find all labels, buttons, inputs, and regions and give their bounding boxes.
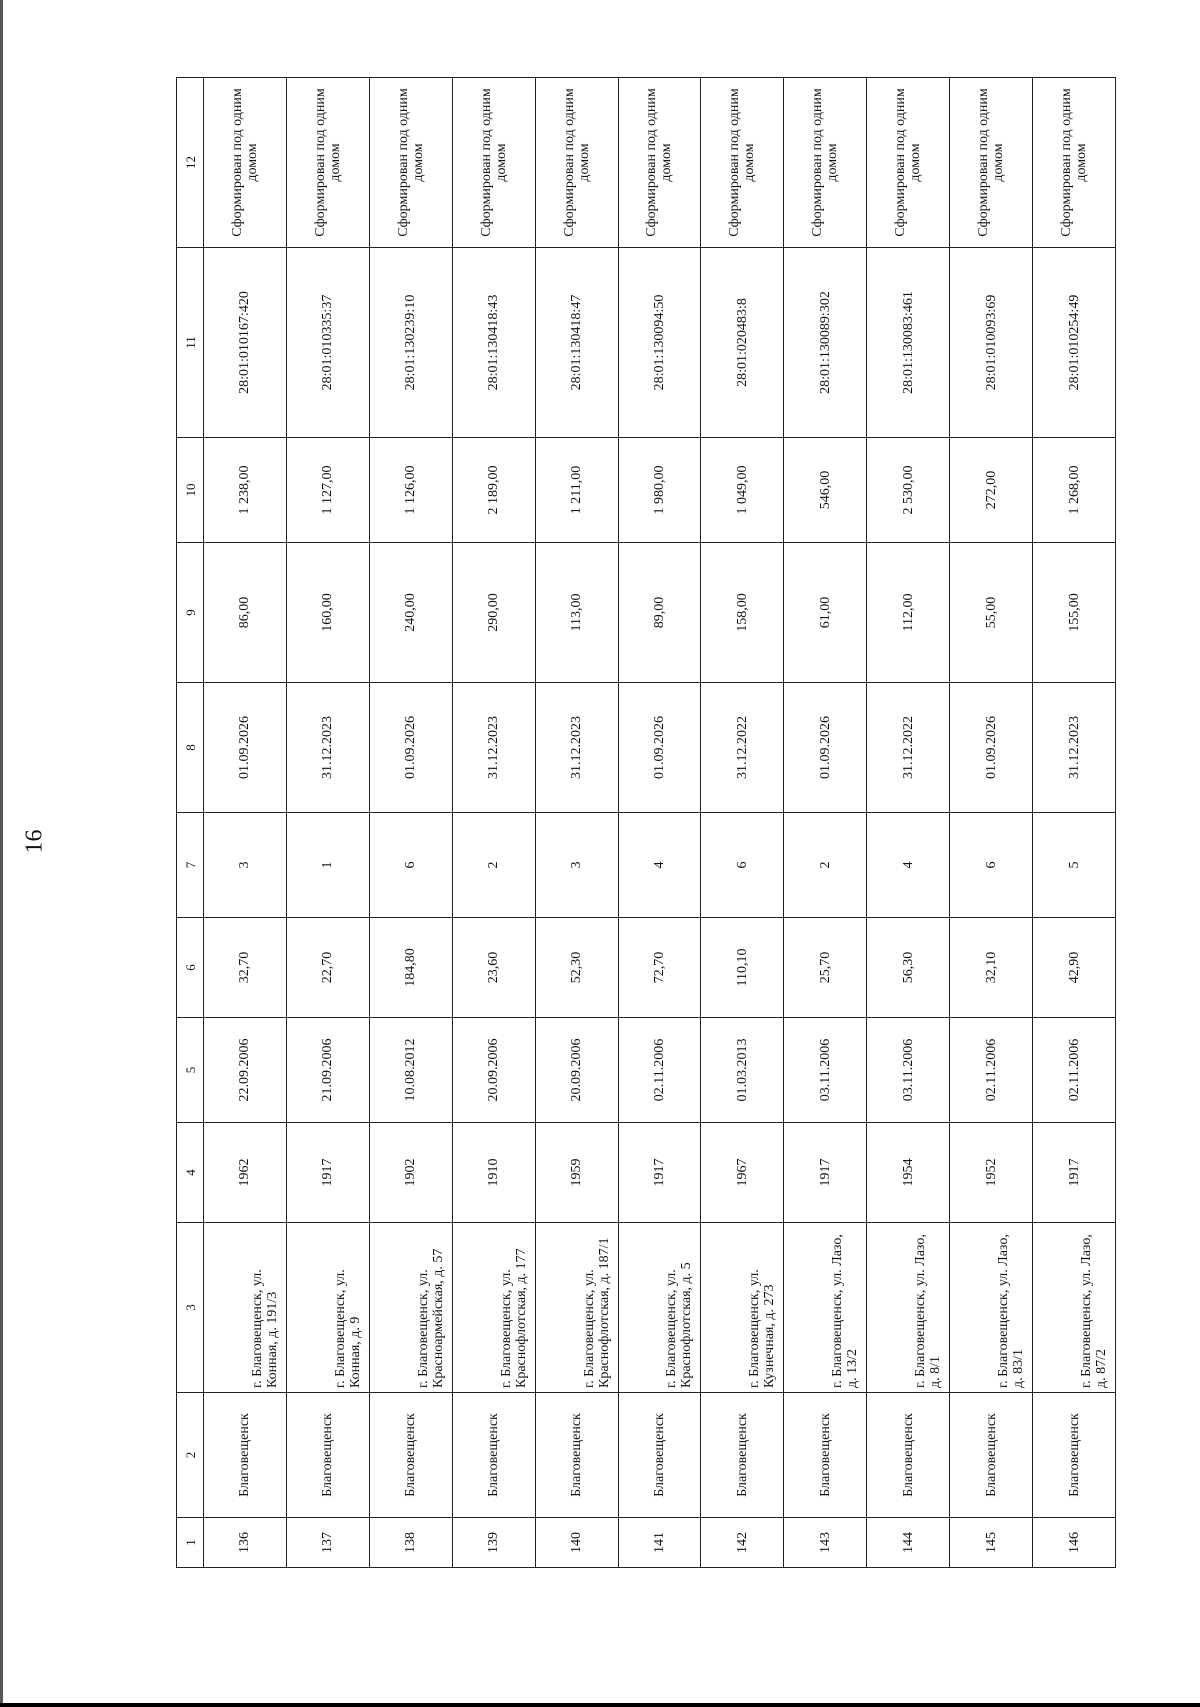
cadastral-number-cell: 28:01:010254:49 bbox=[1033, 248, 1116, 438]
column-9-cell: 89,00 bbox=[618, 543, 701, 683]
registration-date-cell: 21.09.2006 bbox=[286, 1018, 369, 1123]
column-7-cell: 5 bbox=[1033, 813, 1116, 918]
end-date-cell: 01.09.2026 bbox=[950, 683, 1033, 813]
column-10-cell: 1 126,00 bbox=[369, 438, 452, 543]
column-7-cell: 6 bbox=[950, 813, 1033, 918]
end-date-cell: 01.09.2026 bbox=[784, 683, 867, 813]
cadastral-number-cell: 28:01:010093:69 bbox=[950, 248, 1033, 438]
address-cell: г. Благовещенск, ул. Красноармейская, д. 57 bbox=[369, 1223, 452, 1393]
status-cell: Сформирован под одним домом bbox=[535, 78, 618, 248]
area-cell: 52,30 bbox=[535, 918, 618, 1018]
page-number: 16 bbox=[21, 829, 48, 854]
city-cell: Благовещенск bbox=[784, 1393, 867, 1518]
column-10-cell: 1 980,00 bbox=[618, 438, 701, 543]
address-cell: г. Благовещенск, ул. Конная, д. 191/3 bbox=[204, 1223, 287, 1393]
cadastral-number-cell: 28:01:130083:461 bbox=[867, 248, 950, 438]
year-cell: 1967 bbox=[701, 1123, 784, 1223]
city-cell: Благовещенск bbox=[204, 1393, 287, 1518]
year-cell: 1954 bbox=[867, 1123, 950, 1223]
column-9-cell: 113,00 bbox=[535, 543, 618, 683]
end-date-cell: 31.12.2023 bbox=[535, 683, 618, 813]
column-7-cell: 2 bbox=[784, 813, 867, 918]
table-row bbox=[867, 78, 950, 1568]
end-date-cell: 31.12.2023 bbox=[286, 683, 369, 813]
column-number-9: 9 bbox=[177, 543, 204, 683]
table-row bbox=[784, 78, 867, 1568]
cadastral-number-cell: 28:01:130089:302 bbox=[784, 248, 867, 438]
address-cell: г. Благовещенск, ул. Конная, д. 9 bbox=[286, 1223, 369, 1393]
year-cell: 1910 bbox=[452, 1123, 535, 1223]
column-number-1: 1 bbox=[177, 1518, 204, 1568]
column-number-12: 12 bbox=[177, 78, 204, 248]
column-7-cell: 3 bbox=[204, 813, 287, 918]
city-cell: Благовещенск bbox=[286, 1393, 369, 1518]
table-row bbox=[452, 78, 535, 1568]
column-10-cell: 2 189,00 bbox=[452, 438, 535, 543]
year-cell: 1952 bbox=[950, 1123, 1033, 1223]
column-9-cell: 160,00 bbox=[286, 543, 369, 683]
status-cell: Сформирован под одним домом bbox=[618, 78, 701, 248]
status-cell: Сформирован под одним домом bbox=[950, 78, 1033, 248]
area-cell: 184,80 bbox=[369, 918, 452, 1018]
city-cell: Благовещенск bbox=[1033, 1393, 1116, 1518]
address-cell: г. Благовещенск, ул. Краснофлотская, д. 187/1 bbox=[535, 1223, 618, 1393]
address-cell: г. Благовещенск, ул. Лазо, д. 87/2 bbox=[1033, 1223, 1116, 1393]
year-cell: 1917 bbox=[1033, 1123, 1116, 1223]
column-9-cell: 55,00 bbox=[950, 543, 1033, 683]
area-cell: 110,10 bbox=[701, 918, 784, 1018]
table-row bbox=[701, 78, 784, 1568]
column-10-cell: 1 211,00 bbox=[535, 438, 618, 543]
table-row bbox=[1033, 78, 1116, 1568]
column-9-cell: 86,00 bbox=[204, 543, 287, 683]
column-number-11: 11 bbox=[177, 248, 204, 438]
end-date-cell: 31.12.2022 bbox=[867, 683, 950, 813]
end-date-cell: 01.09.2026 bbox=[618, 683, 701, 813]
table-body bbox=[204, 78, 1116, 1568]
city-cell: Благовещенск bbox=[618, 1393, 701, 1518]
year-cell: 1902 bbox=[369, 1123, 452, 1223]
column-9-cell: 290,00 bbox=[452, 543, 535, 683]
column-10-cell: 1 049,00 bbox=[701, 438, 784, 543]
table-row bbox=[950, 78, 1033, 1568]
column-number-8: 8 bbox=[177, 683, 204, 813]
column-7-cell: 1 bbox=[286, 813, 369, 918]
column-10-cell: 272,00 bbox=[950, 438, 1033, 543]
city-cell: Благовещенск bbox=[701, 1393, 784, 1518]
column-number-10: 10 bbox=[177, 438, 204, 543]
registration-date-cell: 03.11.2006 bbox=[867, 1018, 950, 1123]
column-number-6: 6 bbox=[177, 918, 204, 1018]
end-date-cell: 01.09.2026 bbox=[204, 683, 287, 813]
row-number-cell: 144 bbox=[867, 1518, 950, 1568]
address-cell: г. Благовещенск, ул. Краснофлотская, д. 177 bbox=[452, 1223, 535, 1393]
cadastral-number-cell: 28:01:010335:37 bbox=[286, 248, 369, 438]
column-number-3: 3 bbox=[177, 1223, 204, 1393]
column-9-cell: 61,00 bbox=[784, 543, 867, 683]
city-cell: Благовещенск bbox=[950, 1393, 1033, 1518]
row-number-cell: 138 bbox=[369, 1518, 452, 1568]
city-cell: Благовещенск bbox=[452, 1393, 535, 1518]
column-number-row bbox=[177, 78, 204, 1568]
cadastral-number-cell: 28:01:130418:47 bbox=[535, 248, 618, 438]
column-7-cell: 4 bbox=[867, 813, 950, 918]
city-cell: Благовещенск bbox=[369, 1393, 452, 1518]
area-cell: 32,10 bbox=[950, 918, 1033, 1018]
registration-date-cell: 01.03.2013 bbox=[701, 1018, 784, 1123]
registration-date-cell: 20.09.2006 bbox=[535, 1018, 618, 1123]
table-row bbox=[618, 78, 701, 1568]
area-cell: 32,70 bbox=[204, 918, 287, 1018]
row-number-cell: 137 bbox=[286, 1518, 369, 1568]
table-row bbox=[204, 78, 287, 1568]
city-cell: Благовещенск bbox=[867, 1393, 950, 1518]
year-cell: 1962 bbox=[204, 1123, 287, 1223]
table-row bbox=[369, 78, 452, 1568]
year-cell: 1959 bbox=[535, 1123, 618, 1223]
area-cell: 22,70 bbox=[286, 918, 369, 1018]
cadastral-number-cell: 28:01:130418:43 bbox=[452, 248, 535, 438]
registration-date-cell: 22.09.2006 bbox=[204, 1018, 287, 1123]
row-number-cell: 141 bbox=[618, 1518, 701, 1568]
year-cell: 1917 bbox=[286, 1123, 369, 1223]
registration-date-cell: 02.11.2006 bbox=[618, 1018, 701, 1123]
column-7-cell: 2 bbox=[452, 813, 535, 918]
status-cell: Сформирован под одним домом bbox=[369, 78, 452, 248]
column-10-cell: 1 127,00 bbox=[286, 438, 369, 543]
column-7-cell: 3 bbox=[535, 813, 618, 918]
row-number-cell: 140 bbox=[535, 1518, 618, 1568]
scan-edge-left bbox=[0, 0, 3, 1707]
column-10-cell: 1 238,00 bbox=[204, 438, 287, 543]
row-number-cell: 142 bbox=[701, 1518, 784, 1568]
column-9-cell: 155,00 bbox=[1033, 543, 1116, 683]
address-cell: г. Благовещенск, ул. Лазо, д. 13/2 bbox=[784, 1223, 867, 1393]
address-cell: г. Благовещенск, ул. Кузнечная, д. 273 bbox=[701, 1223, 784, 1393]
registration-date-cell: 10.08.2012 bbox=[369, 1018, 452, 1123]
status-cell: Сформирован под одним домом bbox=[286, 78, 369, 248]
row-number-cell: 145 bbox=[950, 1518, 1033, 1568]
area-cell: 56,30 bbox=[867, 918, 950, 1018]
column-7-cell: 4 bbox=[618, 813, 701, 918]
column-number-4: 4 bbox=[177, 1123, 204, 1223]
area-cell: 72,70 bbox=[618, 918, 701, 1018]
row-number-cell: 139 bbox=[452, 1518, 535, 1568]
area-cell: 25,70 bbox=[784, 918, 867, 1018]
area-cell: 23,60 bbox=[452, 918, 535, 1018]
status-cell: Сформирован под одним домом bbox=[204, 78, 287, 248]
address-cell: г. Благовещенск, ул. Краснофлотская, д. 5 bbox=[618, 1223, 701, 1393]
cadastral-number-cell: 28:01:130094:50 bbox=[618, 248, 701, 438]
address-cell: г. Благовещенск, ул. Лазо, д. 8/1 bbox=[867, 1223, 950, 1393]
area-cell: 42,90 bbox=[1033, 918, 1116, 1018]
status-cell: Сформирован под одним домом bbox=[1033, 78, 1116, 248]
scan-edge-bottom bbox=[0, 1703, 1200, 1707]
year-cell: 1917 bbox=[784, 1123, 867, 1223]
row-number-cell: 146 bbox=[1033, 1518, 1116, 1568]
registration-date-cell: 20.09.2006 bbox=[452, 1018, 535, 1123]
cadastral-number-cell: 28:01:020483:8 bbox=[701, 248, 784, 438]
end-date-cell: 01.09.2026 bbox=[369, 683, 452, 813]
end-date-cell: 31.12.2022 bbox=[701, 683, 784, 813]
column-7-cell: 6 bbox=[369, 813, 452, 918]
registration-date-cell: 02.11.2006 bbox=[1033, 1018, 1116, 1123]
column-10-cell: 1 268,00 bbox=[1033, 438, 1116, 543]
column-number-5: 5 bbox=[177, 1018, 204, 1123]
column-9-cell: 240,00 bbox=[369, 543, 452, 683]
cadastral-number-cell: 28:01:010167:420 bbox=[204, 248, 287, 438]
status-cell: Сформирован под одним домом bbox=[452, 78, 535, 248]
column-7-cell: 6 bbox=[701, 813, 784, 918]
table-row bbox=[535, 78, 618, 1568]
status-cell: Сформирован под одним домом bbox=[701, 78, 784, 248]
registration-date-cell: 02.11.2006 bbox=[950, 1018, 1033, 1123]
column-10-cell: 546,00 bbox=[784, 438, 867, 543]
address-cell: г. Благовещенск, ул. Лазо, д. 83/1 bbox=[950, 1223, 1033, 1393]
rotated-table-container bbox=[176, 78, 1116, 1568]
column-number-7: 7 bbox=[177, 813, 204, 918]
row-number-cell: 143 bbox=[784, 1518, 867, 1568]
city-cell: Благовещенск bbox=[535, 1393, 618, 1518]
column-number-2: 2 bbox=[177, 1393, 204, 1518]
cadastral-number-cell: 28:01:130239:10 bbox=[369, 248, 452, 438]
end-date-cell: 31.12.2023 bbox=[452, 683, 535, 813]
land-plots-table bbox=[176, 77, 1116, 1568]
column-10-cell: 2 530,00 bbox=[867, 438, 950, 543]
status-cell: Сформирован под одним домом bbox=[867, 78, 950, 248]
year-cell: 1917 bbox=[618, 1123, 701, 1223]
column-9-cell: 158,00 bbox=[701, 543, 784, 683]
registration-date-cell: 03.11.2006 bbox=[784, 1018, 867, 1123]
status-cell: Сформирован под одним домом bbox=[784, 78, 867, 248]
table-row bbox=[286, 78, 369, 1568]
column-9-cell: 112,00 bbox=[867, 543, 950, 683]
end-date-cell: 31.12.2023 bbox=[1033, 683, 1116, 813]
row-number-cell: 136 bbox=[204, 1518, 287, 1568]
